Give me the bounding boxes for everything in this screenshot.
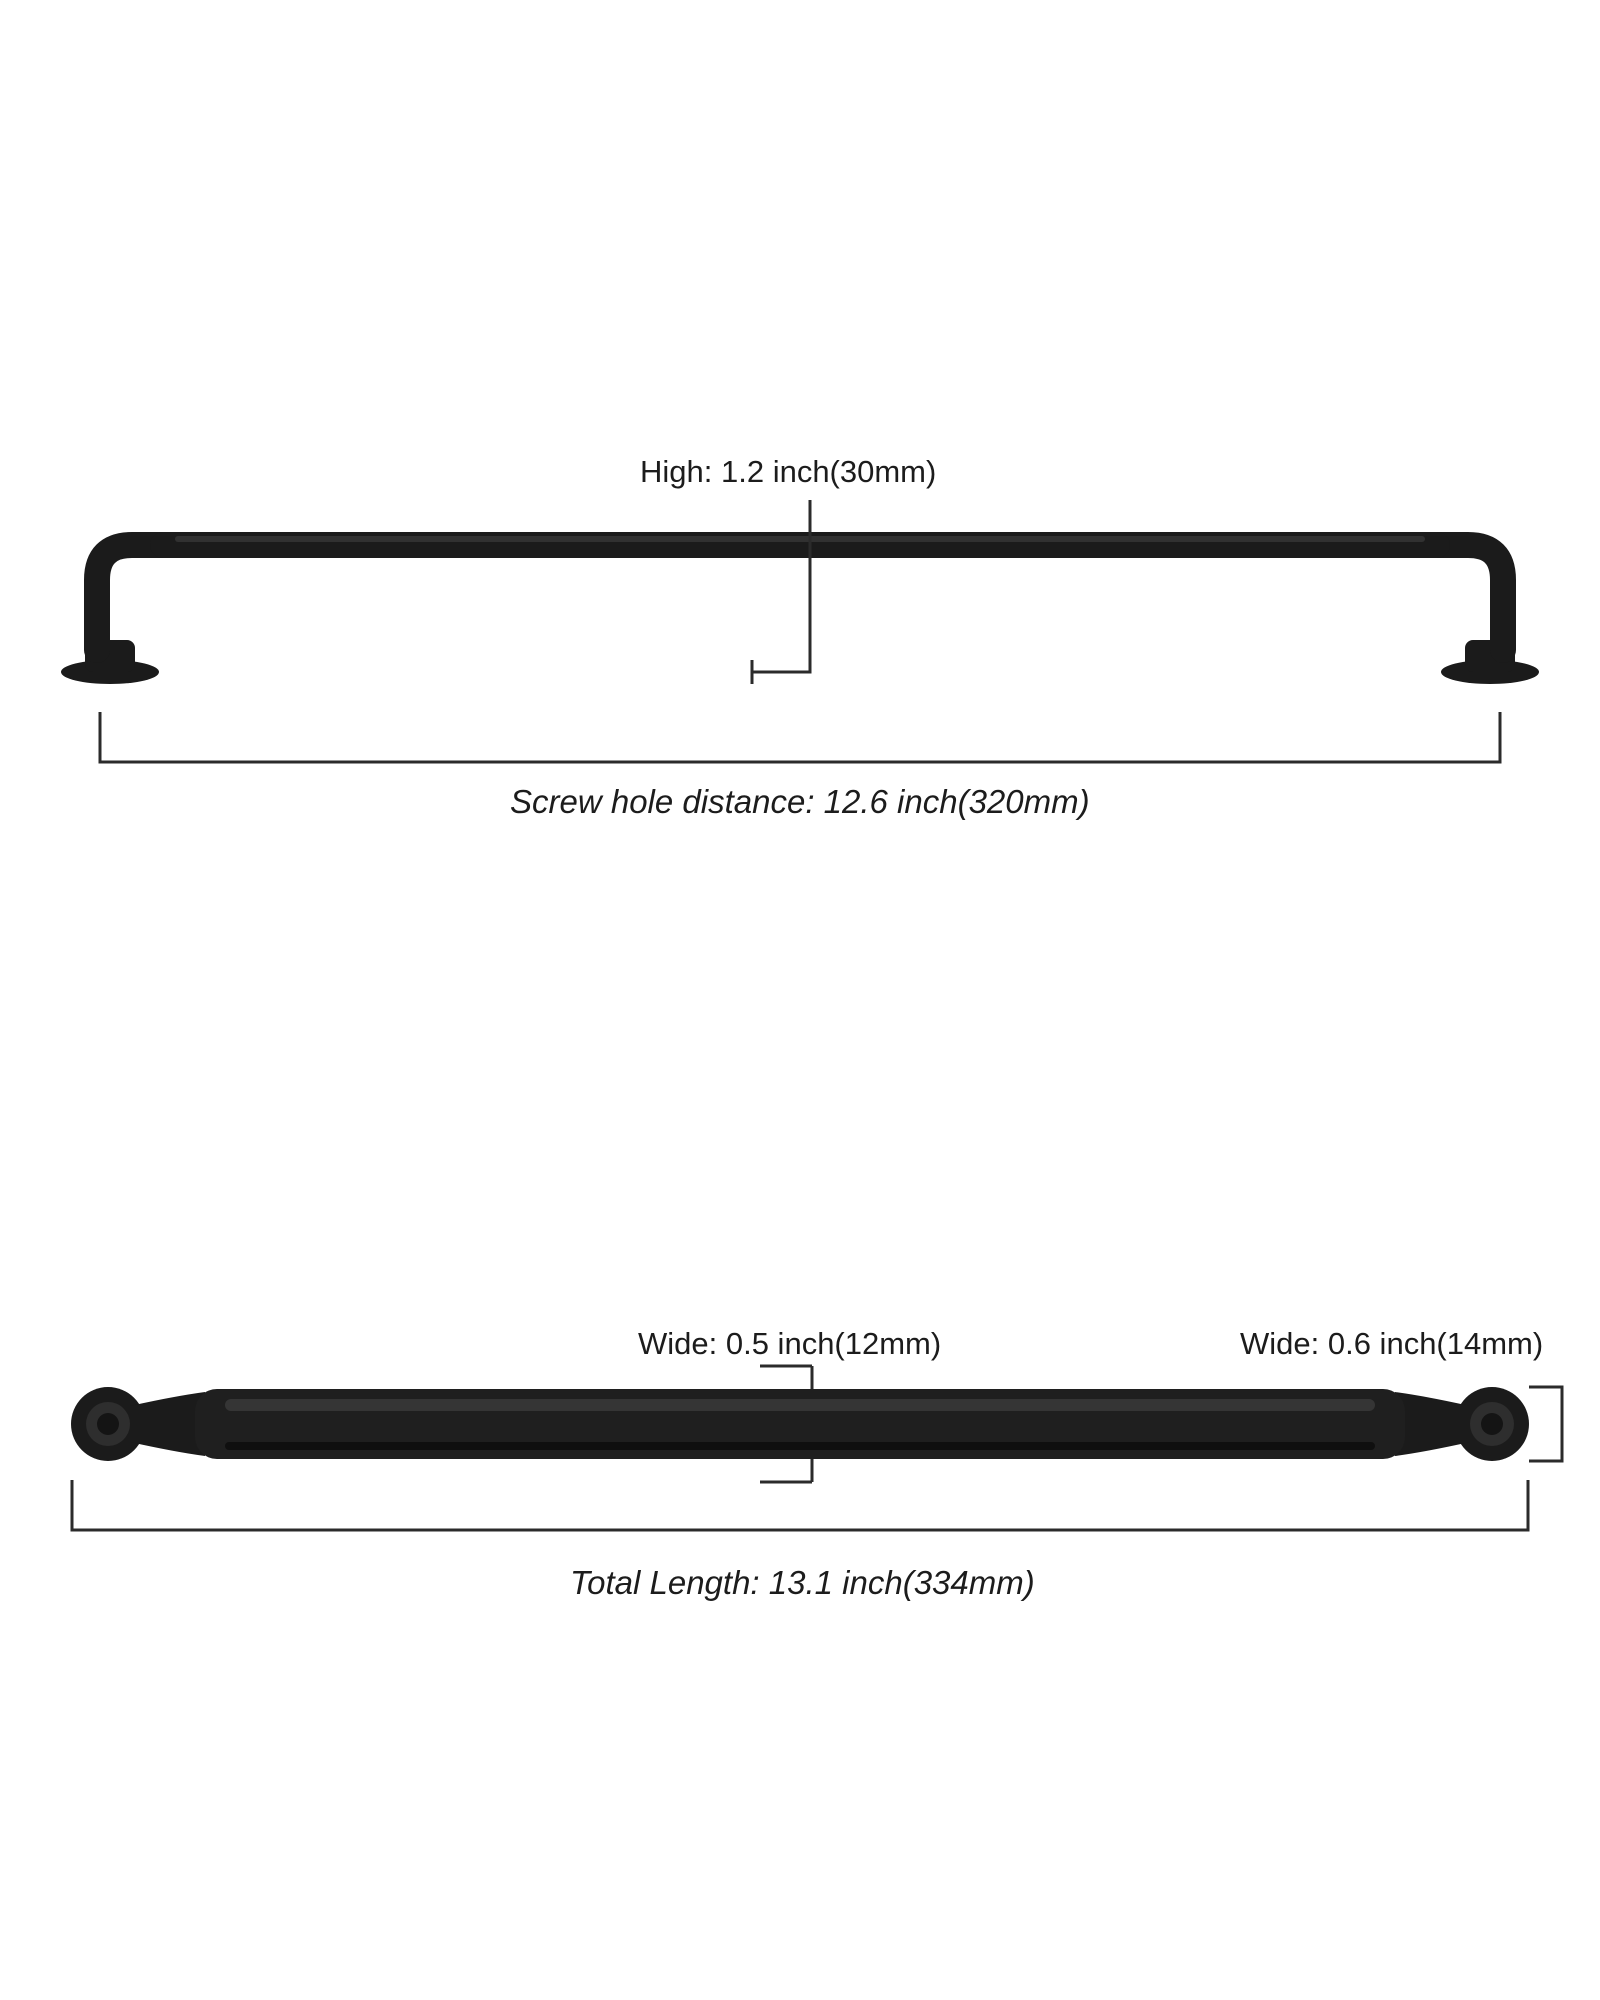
bar-width-dimension-bracket — [760, 1366, 812, 1482]
screw-hole-distance-label: Screw hole distance: 12.6 inch(320mm) — [510, 783, 1090, 820]
handle-side-profile — [61, 532, 1539, 684]
base-width-label: Wide: 0.6 inch(14mm) — [1240, 1326, 1544, 1361]
handle-front-profile — [71, 1387, 1529, 1461]
height-dimension-label: High: 1.2 inch(30mm) — [640, 454, 937, 489]
height-dimension-bracket — [752, 500, 810, 684]
total-length-label: Total Length: 13.1 inch(334mm) — [570, 1564, 1035, 1601]
bar-width-label: Wide: 0.5 inch(12mm) — [638, 1326, 942, 1361]
base-width-dimension-bracket — [1529, 1387, 1562, 1461]
total-length-dimension-bracket — [72, 1480, 1528, 1530]
screw-hole-dimension-bracket — [100, 712, 1500, 762]
